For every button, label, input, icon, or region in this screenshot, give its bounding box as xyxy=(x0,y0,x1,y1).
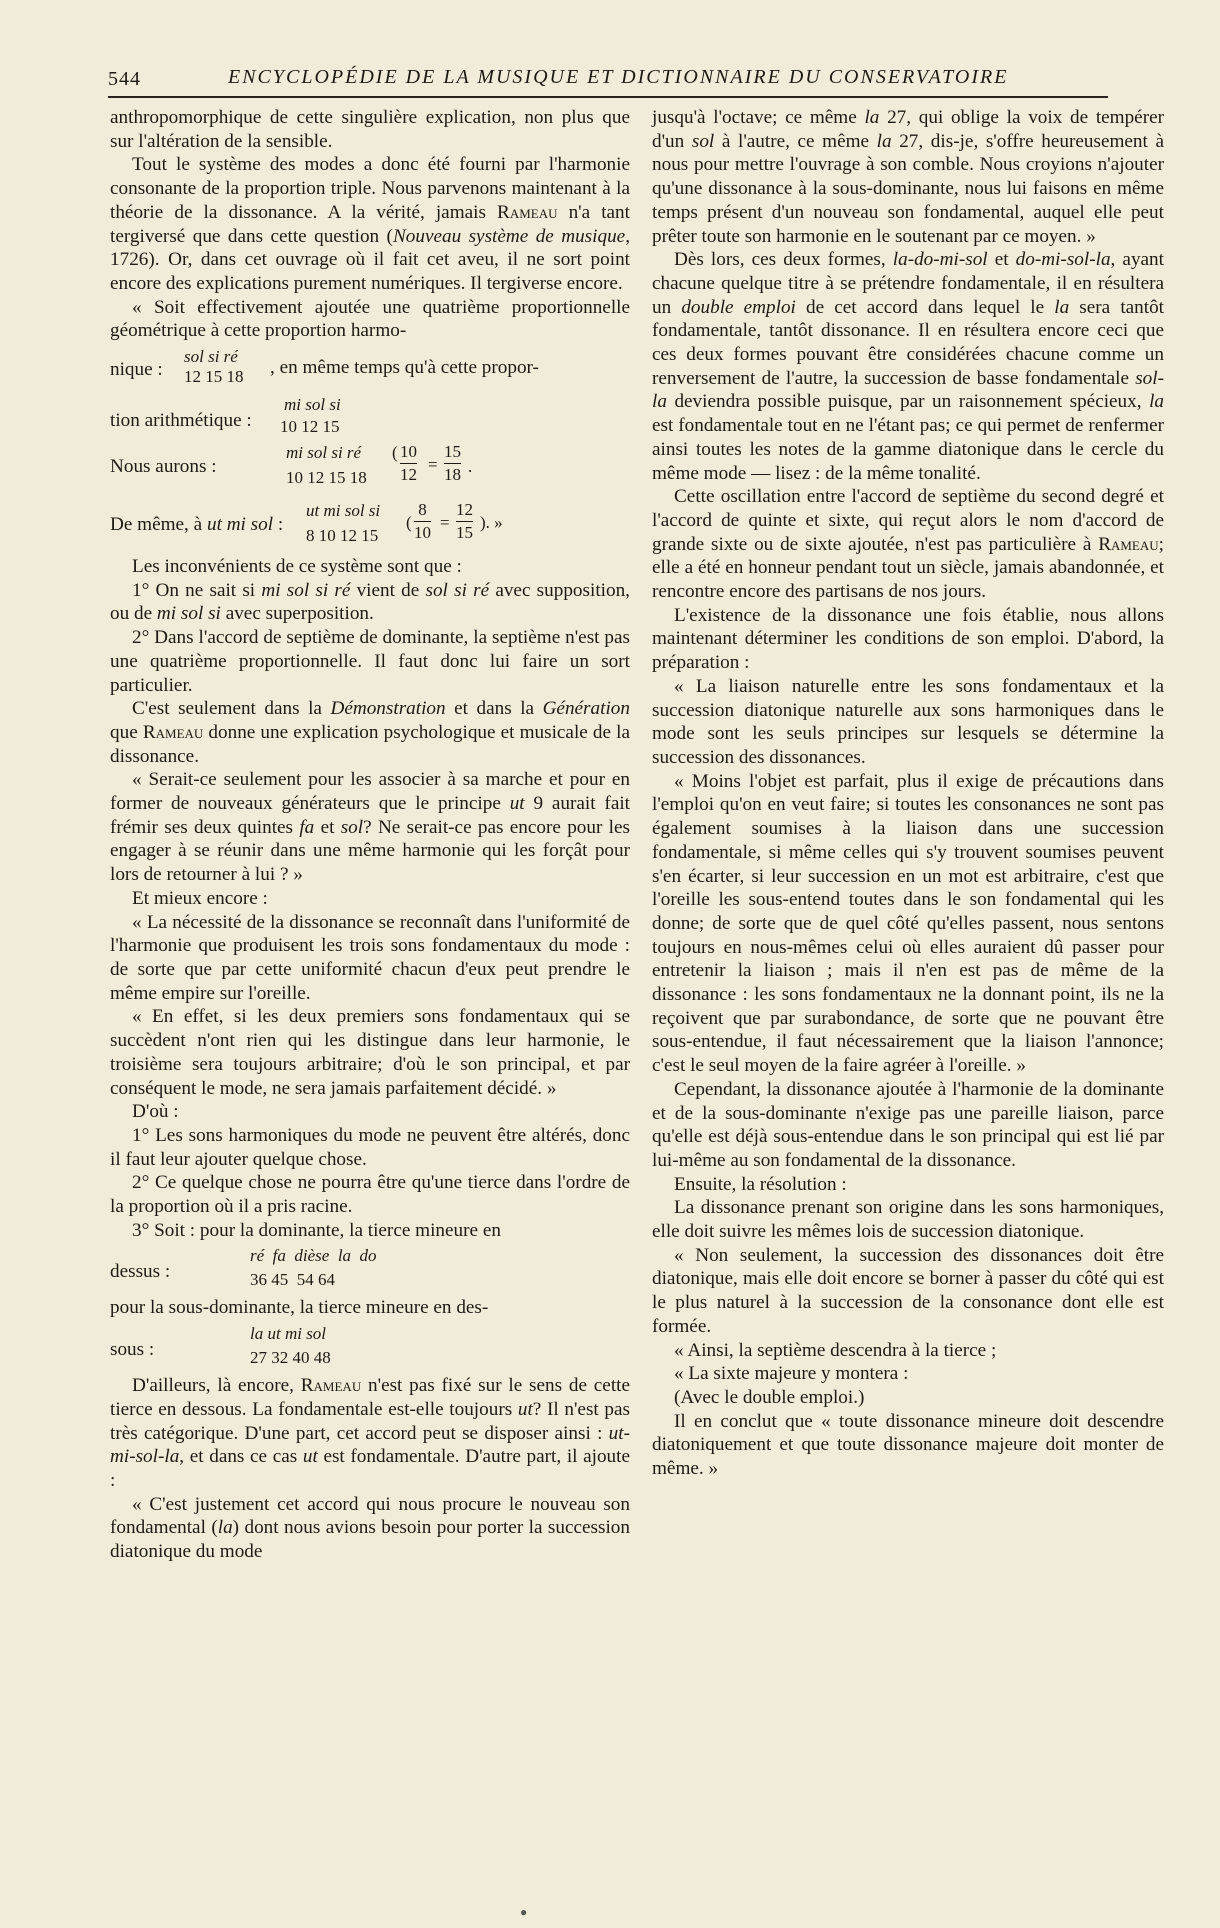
paragraph: « En effet, si les deux premiers sons fondamentaux qui se succèdent n'ont rien qui les distingue dans leur harmonie, le troisième sera toujours arbitraire; d'où le son principal, et par conséquent le mode, ne sera jamais parfaitement décidé. » xyxy=(110,1006,630,1099)
paragraph: Tout le système des modes a donc été fourni par l'harmonie consonante de la proportion triple. Nous parvenons maintenant à la théorie de la dissonance. A la vérité, jamais Rameau n'a tant tergiversé que dans cette question (Nouveau système de musique, 1726). Or, dans cet ouvrage où il fait cet aveu, il ne sort point encore des explications purement numériques. Il tergiverse encore. xyxy=(110,154,630,294)
paragraph: Dès lors, ces deux formes, la-do-mi-sol et do-mi-sol-la, ayant chacune quelque titre à se prétendre fondamentale, il en résultera un double emploi de cet accord dans lequel le la sera tantôt fondamentale, tantôt dissonance. Il en résultera encore ceci que ces deux formes pouvant être considérées chacune comme un renversement de l'autre, la succession de basse fondamentale sol-la deviendra possible puisque, par un raisonnement spécieux, la est fondamentale tout en ne l'étant pas; ce qui permet de renfermer ainsi toutes les notes de la gamme diatonique dans le cercle du même mode — lisez : de la même tonalité. xyxy=(652,249,1165,484)
formula-arithmetic: tion arithmétique : mi sol si 10 12 15 xyxy=(110,395,341,437)
paragraph: Il en conclut que « toute dissonance mineure doit descendre diatoniquement et que toute dissonance majeure doit monter de même. » xyxy=(652,1410,1164,1480)
author-name: Rameau xyxy=(300,1375,362,1397)
formula-de-meme: De même, à ut mi sol : ut mi sol si 8 10 12 15 ( 8 10 = 12 15 ). » xyxy=(110,500,503,546)
paragraph: 3° Soit : pour la dominante, la tierce mineure en xyxy=(132,1219,501,1241)
paragraph: Les inconvénients de ce système sont que : xyxy=(132,556,462,578)
paragraph: « La liaison naturelle entre les sons fondamentaux et la succession diatonique naturelle aux sons harmoniques dans le mode sont les seuls principes sur lesquels se détermine la succession des dissonances. xyxy=(652,675,1164,768)
paragraph: 1° Les sons harmoniques du mode ne peuvent être altérés, donc il faut leur ajouter quelque chose. xyxy=(110,1124,630,1170)
paragraph: « Ainsi, la septième descendra à la tierce ; xyxy=(674,1339,997,1361)
formula-harmonic: nique : sol si ré 12 15 18 , en même temps qu'à cette propor- xyxy=(110,347,539,387)
paragraph: Et mieux encore : xyxy=(132,887,268,909)
paragraph: « La sixte majeure y montera : xyxy=(674,1363,909,1385)
page-number: 544 xyxy=(108,68,141,90)
paragraph: Ensuite, la résolution : xyxy=(674,1173,847,1195)
paragraph: jusqu'à l'octave; ce même la 27, qui oblige la voix de tempérer d'un sol à l'autre, ce même la 27, dis-je, s'offre heureusement à nous pour mettre l'ouvrage à son comble. Nous croyions n'ajouter qu'une dissonance à la sous-dominante, nous lui faisons en même temps présent d'un nouveau son fondamental, auquel elle peut prêter toute son harmonie en le soutenant par ce moyen. » xyxy=(652,107,1164,247)
paragraph: D'ailleurs, là encore, Rameau n'est pas fixé sur le sens de cette tierce en dessous. La fondamentale est-elle toujours ut? Il n'est pas très catégorique. D'une part, cet accord peut se disposer ainsi : ut-mi-sol-la, et dans ce cas ut est fondamentale. D'autre part, il ajoute : xyxy=(110,1375,631,1491)
left-column xyxy=(110,106,630,1564)
paragraph: « Moins l'objet est parfait, plus il exige de précautions dans l'emploi qu'on en veut faire; si toutes les consonances ne sont pas également soumises à la liaison dans une succession fondamentale, si même celles qui s'y trouvent soumises peuvent s'en écarter, si leur succession en un mot est arbitraire, c'est que l'oreille les sous-entend toutes dans le son fondamental qui les donne; de sorte que de quel côté qu'elles passent, nous sentons toujours en nous-mêmes celui où elles auraient dû passer pour entretenir la liaison ; mais il n'en est pas de même de la dissonance : les sons fondamentaux ne la donnant point, ils ne la reçoivent que par surabondance, de sorte que ne pouvant être sous-entendue, il faut nécessairement que la liaison l'annonce; c'est le seul moyen de la faire agréer à l'oreille. » xyxy=(652,770,1164,1077)
paragraph: L'existence de la dissonance une fois établie, nous allons maintenant déterminer les conditions de son emploi. D'abord, la préparation : xyxy=(652,604,1164,674)
paragraph: Cette oscillation entre l'accord de septième du second degré et l'accord de quinte et sixte, qui reçut alors le nom d'accord de grande sixte ou de sixte ajoutée, n'est pas particulière à Rameau; elle a été en honneur pendant tout un siècle, jamais abandonnée, et rencontre encore des partisans de nos jours. xyxy=(652,486,1164,603)
paragraph: 2° Dans l'accord de septième de dominante, la septième n'est pas une quatrième proportionnelle. Il faut donc lui faire un sort particulier. xyxy=(110,627,630,696)
running-title: ENCYCLOPÉDIE DE LA MUSIQUE ET DICTIONNAIRE DU CONSERVATOIRE xyxy=(228,66,1009,88)
paragraph: « Soit effectivement ajoutée une quatrième proportionnelle géométrique à cette proportion harmo- xyxy=(110,296,630,342)
author-name: Rameau xyxy=(497,201,558,223)
author-name: Rameau xyxy=(1098,533,1159,555)
paragraph: La dissonance prenant son origine dans les sons harmoniques, elle doit suivre les mêmes lois de succession diatonique. xyxy=(652,1197,1164,1243)
paragraph: 2° Ce quelque chose ne pourra être qu'une tierce dans l'ordre de la proportion où il a pris racine. xyxy=(110,1172,630,1218)
paragraph: « La nécessité de la dissonance se reconnaît dans l'uniformité de l'harmonie que produisent les trois sons fondamentaux du mode : de sorte que par cette uniformité chacun d'eux peut prendre le même empire sur l'oreille. xyxy=(110,911,630,1004)
running-header xyxy=(108,66,1108,98)
page-ornament: ● xyxy=(520,1905,528,1919)
paragraph: « C'est justement cet accord qui nous procure le nouveau son fondamental (la) dont nous avions besoin pour porter la succession diatonique du mode xyxy=(110,1493,630,1563)
paragraph: D'où : xyxy=(132,1101,179,1123)
right-column xyxy=(652,106,1164,1481)
formula-sous: sous : la ut mi sol 27 32 40 48 xyxy=(110,1324,331,1368)
author-name: Rameau xyxy=(142,721,204,743)
paragraph: 1° On ne sait si mi sol si ré vient de sol si ré avec supposition, ou de mi sol si avec superposition. xyxy=(110,579,630,625)
paragraph: C'est seulement dans la Démonstration et dans la Génération que Rameau donne une explication psychologique et musicale de la dissonance. xyxy=(110,698,630,767)
paragraph: anthropomorphique de cette singulière explication, non plus que sur l'altération de la sensible. xyxy=(110,107,630,152)
paragraph: pour la sous-dominante, la tierce mineure en des- xyxy=(110,1297,489,1319)
paragraph: Cependant, la dissonance ajoutée à l'harmonie de la dominante et de la sous-dominante n'exige pas une pareille liaison, parce qu'elle est déjà sous-entendue dans le son principal qui est lié par lui-même au son fondamental de la dissonance. xyxy=(652,1078,1164,1171)
formula-dessus: dessus : ré fa dièse la do 36 45 54 64 xyxy=(110,1246,377,1290)
work-title: Nouveau système de musique xyxy=(392,225,626,247)
paragraph: « Serait-ce seulement pour les associer à sa marche et pour en former de nouveaux générateurs que le principe ut 9 aurait fait frémir ses deux quintes fa et sol? Ne serait-ce pas encore pour les engager à se réunir dans une même harmonie qui les forçât pour lors de retourner à lui ? » xyxy=(110,769,631,886)
paragraph: (Avec le double emploi.) xyxy=(674,1386,865,1408)
paragraph: « Non seulement, la succession des dissonances doit être diatonique, mais elle doit encore se borner à passer du côté qui est le plus naturel à la succession de la consonance dont elle est formée. xyxy=(652,1244,1164,1337)
formula-nous-aurons: Nous aurons : mi sol si ré 10 12 15 18 ( 10 12 = 15 18 . xyxy=(110,442,473,488)
